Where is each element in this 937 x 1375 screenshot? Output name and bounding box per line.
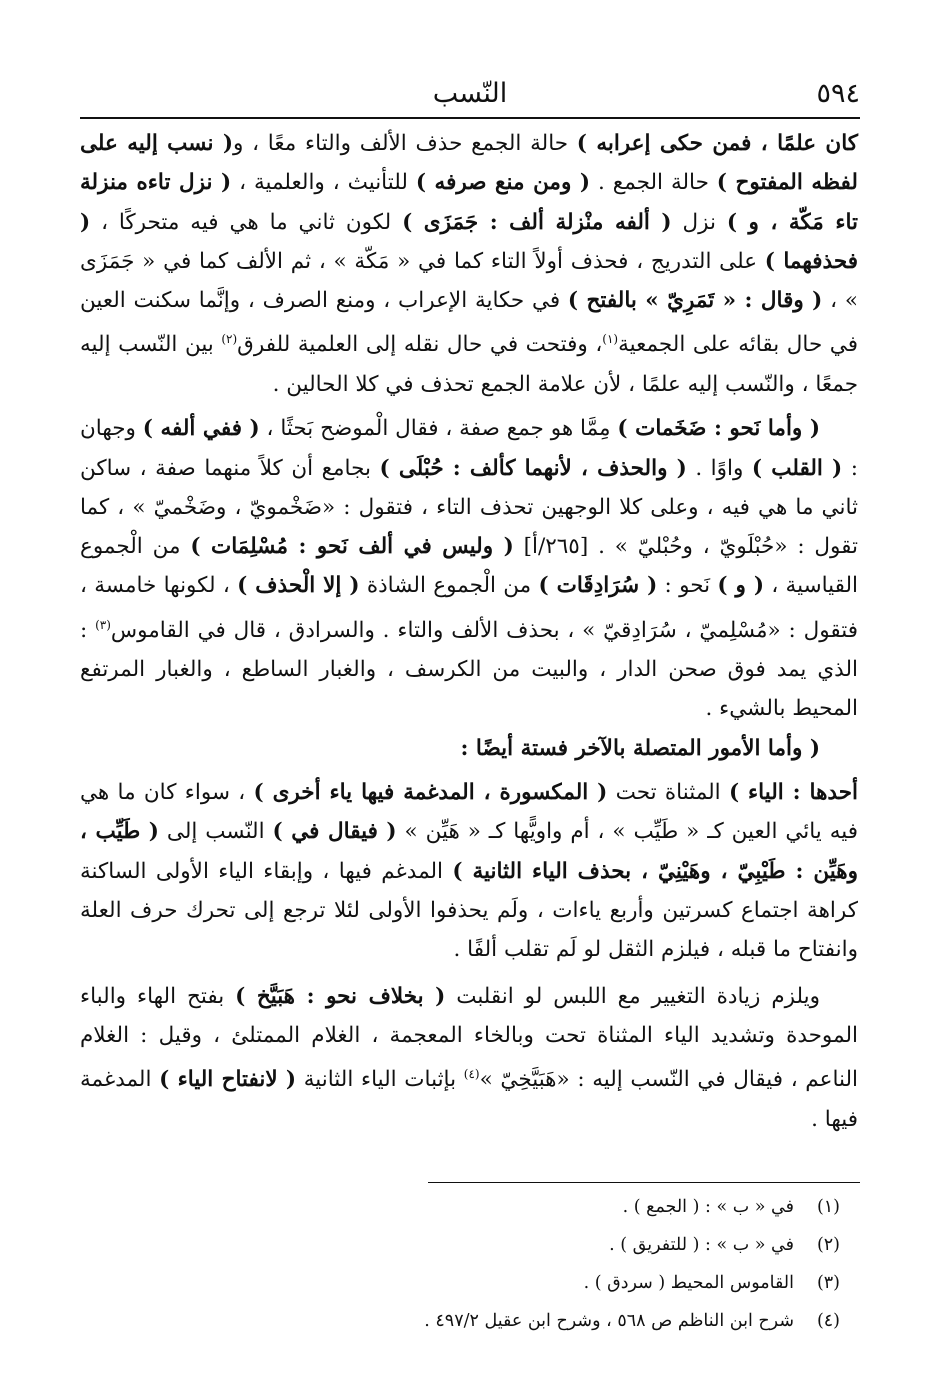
footnote-number: (٣) [816, 1273, 840, 1293]
footnote-marker: (١) [602, 332, 619, 347]
footnote-marker: (٣) [95, 617, 111, 632]
bold-phrase: ( ومن منع صرفه ) [415, 170, 591, 196]
footnote-text: القاموس المحيط ( سردق ) . [583, 1273, 794, 1293]
bold-phrase: ( لانفتاح الياء ) [159, 1067, 297, 1093]
footnote-text: في « ب » : ( للتفريق ) . [609, 1235, 794, 1255]
text-run: من الْجموع الشاذة [359, 573, 539, 599]
text-run: بفتح الهاء والباء الموحدة وتشديد الياء المثناة تحت وبالخاء المعجمة ، الغلام الممتلئ ، وقيل : الغلام الناعم ، فيقال في النّسب إليه : «هَبَيَّخِيّ » [80, 983, 859, 1093]
text-run: ، وفتحت في حال نقله إلى العلمية للفرق [237, 332, 603, 358]
footnote-marker: (٤) [463, 1067, 480, 1082]
bold-phrase: ( ألفه منْزلة ألف : جَمَزَى ) [402, 209, 672, 235]
bold-phrase: ( وليس في ألف نَحو : مُسْلِمَات ) [190, 534, 514, 560]
footnote-number: (٢) [816, 1235, 840, 1255]
bold-phrase: كان علمًا ، فمن حكى إعرابه ) [576, 131, 858, 156]
paragraph [80, 729, 858, 768]
text-run: بين النّسب إليه جمعًا ، والنّسب إليه علمًا ، لأن علامة الجمع تحذف في كلا الحالين . [80, 332, 858, 397]
text-run: في حكاية الإعراب ، ومنع الصرف ، وإنَّما سكنت العين في حال بقائه على الجمعية [80, 288, 858, 358]
text-run: مِمَّا هو جمع صفة ، فقال الْموضح بَحثًا ، [259, 416, 618, 442]
text-run: حالة الجمع حذف الألف والتاء معًا ، و [233, 131, 577, 156]
bold-phrase: ( وأما الأمور المتصلة بالآخر فستة أيضًا : [460, 735, 820, 761]
text-run: من الْجموع القياسية ، [80, 534, 859, 599]
page-header [80, 78, 860, 118]
text-run: النّسب إلى [158, 819, 273, 845]
text-run: على التدريج ، فحذف أولاً التاء كما في « مَكّة » ، ثم الألف كما في « جَمَزَى » ، [80, 248, 858, 314]
bold-phrase: ( بخلاف نحو : هَبَيَّخ ) [235, 983, 446, 1009]
paragraph [80, 773, 858, 969]
footnote [80, 1264, 840, 1302]
bold-phrase: ( إلا الْحذف ) [237, 573, 360, 599]
text-run: نزل [671, 209, 727, 235]
text-run: المدغمة فيها . [80, 1067, 858, 1132]
bold-phrase: ( القلب ) [751, 455, 843, 481]
paragraph [80, 409, 858, 729]
text-run: واوًا . [686, 455, 752, 481]
text-run: ، سواء كان ما هي فيه يائي العين كـ « طَيِّب » ، أم واويًّها كـ « هَيِّن » [80, 780, 858, 845]
text-run: ، لكونها خامسة ، فتقول : «مُسْلِميّ ، سُرَادِقيّ » ، بحذف الألف والتاء . والسرادق ، قال في القاموس [80, 573, 859, 643]
footnote-text: في « ب » : ( الجمع ) . [622, 1197, 794, 1217]
bold-phrase: ( نزل تاءه منزلة تاء مَكّة ، و ) [80, 170, 858, 235]
running-title: النّسب [432, 78, 508, 109]
text-run: حالة الجمع . [590, 170, 717, 196]
footnote [80, 1188, 840, 1226]
text-run: المدغم فيها ، وإبقاء الياء الأولى الساكنة كراهة اجتماع كسرتين وأربع ياءات ، ولَم يحذفوا الأولى لئلا ترجع إلى تحرك حرف العلة وانفتاح ما قبله ، فيلزم الثقل لو لَم تقلب ألفًا . [80, 858, 858, 963]
text-run: لكون ثاني ما هي فيه متحركًا ، [90, 209, 403, 235]
footnote-rule [428, 1182, 860, 1183]
footnotes [80, 1188, 840, 1340]
footnote [80, 1226, 840, 1264]
footnote-number: (١) [816, 1197, 840, 1217]
text-run: ويلزم زيادة التغيير مع اللبس لو انقلبت [445, 983, 820, 1009]
text-run: المثناة تحت [607, 780, 729, 806]
bold-phrase: أحدها : الياء ) [728, 780, 858, 806]
bold-phrase: ( وقال : « تَمَرِيّ » بالفتح ) [567, 288, 823, 314]
footnote-text: شرح ابن الناظم ص ٥٦٨ ، وشرح ابن عقيل ٤٩٧/٢ . [424, 1311, 794, 1331]
page-number: ٥٩٤ [816, 78, 860, 109]
footnote [80, 1302, 840, 1340]
bold-phrase: ( سُرَادِقَات ) [538, 573, 658, 599]
header-rule [80, 117, 860, 119]
bold-phrase: ( المكسورة ، المدغمة فيها ياء أخرى ) [253, 780, 608, 806]
bold-phrase: ( و ) [717, 573, 765, 599]
footnote-marker: (٢) [221, 332, 238, 347]
text-run: بجامع أن كلاً منهما صفة ، ساكن ثاني ما هي فيه ، وعلى كلا الوجهين تحذف التاء ، فتقول : «ضَخْمويّ ، وضَخْميّ » ، كما تقول : «حُبْلَويّ ، وحُبْليّ » . [٢٦٥/أ] [80, 455, 858, 560]
footnote-number: (٤) [816, 1311, 840, 1331]
bold-phrase: ( والحذف ، لأنهما كألف : حُبْلَى ) [379, 455, 687, 481]
text-run: نَحو : [657, 573, 718, 599]
bold-phrase: ( وأما نَحو : ضَخَمات ) [617, 416, 820, 442]
text-run: بإثبات الياء الثانية [296, 1067, 464, 1093]
text-run: للتأنيث ، والعلمية ، [231, 170, 416, 196]
paragraph [80, 977, 858, 1139]
paragraph [80, 124, 858, 404]
bold-phrase: ( نسب إليه على لفظه المفتوح ) [80, 131, 858, 196]
bold-phrase: ( طَيِّب ، وهَيِّن : طَيْبِيّ ، وهَيْنِيّ ، بحذف الياء الثانية ) [80, 819, 858, 884]
text-run: وجهان : [80, 416, 858, 481]
bold-phrase: ( فيقال في ) [272, 819, 397, 845]
text-run: : الذي يمد فوق صحن الدار ، والبيت من الكرسف ، والغبار الساطع ، والغبار المرتفع المحيط بالشيء . [80, 617, 858, 722]
bold-phrase: ( ففي ألفه ) [142, 416, 260, 442]
main-text [80, 124, 858, 1139]
bold-phrase: ( فحذفهما ) [80, 209, 858, 274]
